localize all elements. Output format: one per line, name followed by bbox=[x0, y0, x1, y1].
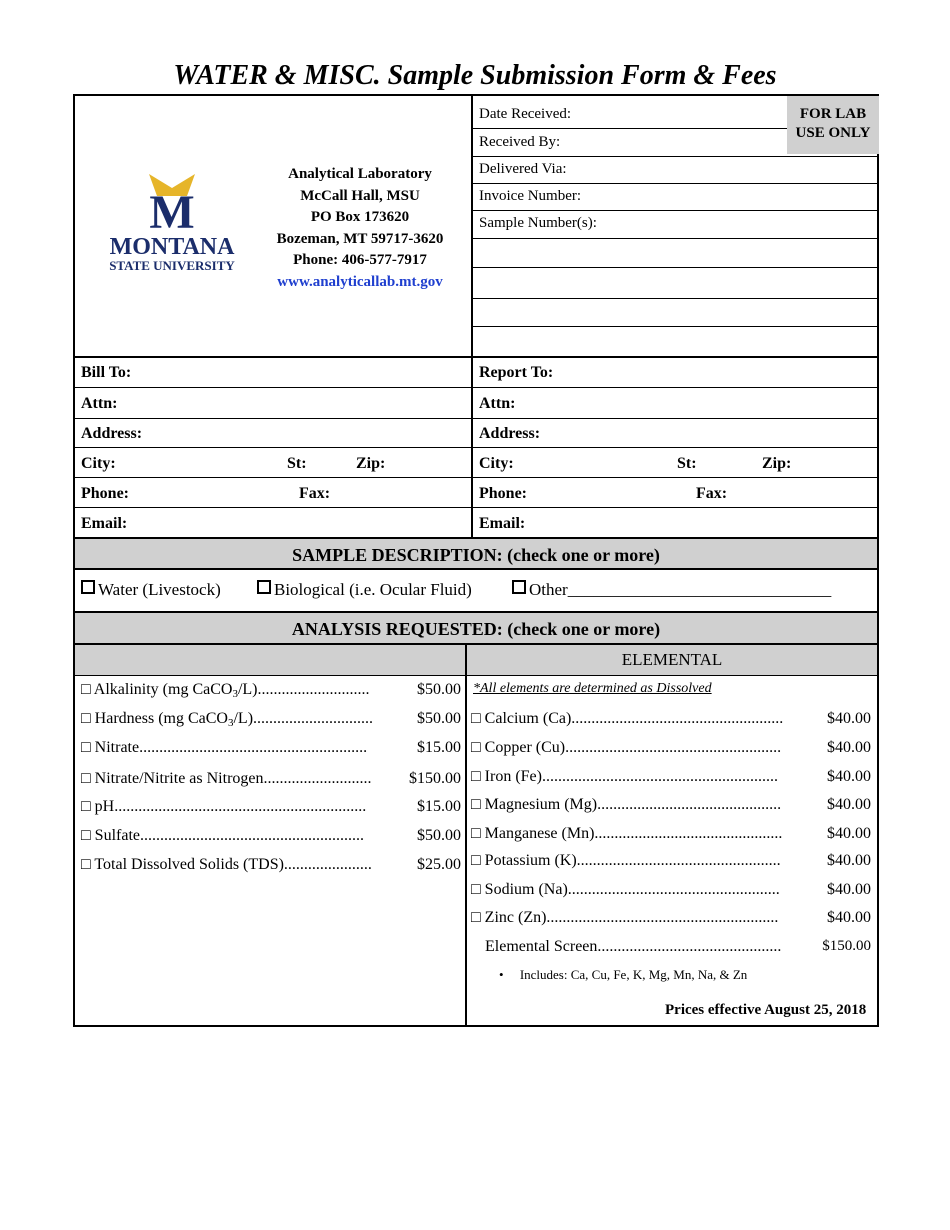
lab-building: McCall Hall, MSU bbox=[300, 187, 420, 204]
bill-to-heading: Bill To: bbox=[81, 364, 132, 381]
sample-option-biological[interactable] bbox=[257, 580, 472, 600]
bill-st-field[interactable]: St: bbox=[287, 455, 307, 472]
logo-m: M bbox=[149, 186, 195, 239]
elemental-analysis-price: $40.00 bbox=[827, 825, 871, 842]
divider bbox=[473, 210, 877, 211]
sample-option-biological-label: Biological (i.e. Ocular Fluid) bbox=[274, 580, 472, 599]
bill-attn-field[interactable]: Attn: bbox=[81, 395, 118, 412]
divider bbox=[473, 326, 877, 327]
left-analysis-item[interactable] bbox=[81, 710, 373, 729]
divider bbox=[75, 387, 877, 388]
item-label: □ Nitrate......................................................... bbox=[81, 739, 368, 756]
analysis-requested-heading: ANALYSIS REQUESTED: (check one or more) bbox=[75, 611, 877, 645]
divider bbox=[75, 356, 877, 358]
analysis-divider bbox=[465, 645, 467, 1025]
divider bbox=[75, 507, 877, 508]
bill-fax-field[interactable]: Fax: bbox=[299, 485, 331, 502]
elemental-analysis-price: $40.00 bbox=[827, 852, 871, 869]
checkbox-icon[interactable] bbox=[512, 580, 526, 594]
elemental-analysis-item[interactable]: □ Manganese (Mn)............................................... bbox=[471, 825, 783, 842]
sample-option-other[interactable] bbox=[512, 580, 831, 600]
item-label: □ pH............................................................... bbox=[81, 798, 367, 815]
lab-phone: Phone: 406-577-7917 bbox=[293, 252, 427, 268]
lab-address-block bbox=[265, 164, 455, 293]
divider bbox=[75, 477, 877, 478]
form-frame bbox=[73, 94, 879, 1027]
report-zip-field[interactable]: Zip: bbox=[762, 455, 792, 472]
item-label: □ Sulfate........................................................ bbox=[81, 827, 364, 844]
report-attn-field[interactable]: Attn: bbox=[479, 395, 516, 412]
elemental-screen-price: $150.00 bbox=[822, 938, 871, 954]
bill-email-field[interactable]: Email: bbox=[81, 515, 128, 532]
report-st-field[interactable]: St: bbox=[677, 455, 697, 472]
lab-name: Analytical Laboratory bbox=[288, 166, 432, 182]
left-analysis-price: $25.00 bbox=[417, 856, 461, 873]
bill-phone-field[interactable]: Phone: bbox=[81, 485, 129, 502]
sample-description-heading: SAMPLE DESCRIPTION: (check one or more) bbox=[75, 537, 877, 570]
msu-logo bbox=[87, 166, 257, 296]
lab-website-link[interactable]: www.analyticallab.mt.gov bbox=[277, 273, 443, 290]
elemental-analysis-price: $40.00 bbox=[827, 710, 871, 727]
delivered-via-field[interactable]: Delivered Via: bbox=[479, 161, 567, 177]
bill-city-field[interactable]: City: bbox=[81, 455, 116, 472]
report-fax-field[interactable]: Fax: bbox=[696, 485, 728, 502]
left-analysis-item[interactable] bbox=[81, 681, 369, 700]
checkbox-icon[interactable] bbox=[81, 580, 95, 594]
checkbox-icon[interactable] bbox=[257, 580, 271, 594]
bill-zip-field[interactable]: Zip: bbox=[356, 455, 386, 472]
elemental-analysis-item[interactable]: □ Calcium (Ca)..................................................... bbox=[471, 710, 784, 727]
elemental-analysis-item[interactable]: □ Copper (Cu)...................................................... bbox=[471, 739, 782, 756]
divider bbox=[473, 298, 877, 299]
left-analysis-item[interactable] bbox=[81, 856, 372, 874]
address-divider bbox=[471, 358, 473, 538]
lab-pobox: PO Box 173620 bbox=[310, 209, 410, 225]
elemental-screen-label[interactable]: Elemental Screen.............................................. bbox=[485, 938, 782, 955]
left-analysis-item[interactable] bbox=[81, 827, 364, 845]
report-phone-field[interactable]: Phone: bbox=[479, 485, 527, 502]
form-title: WATER & MISC. Sample Submission Form & Fees bbox=[173, 60, 777, 91]
divider bbox=[473, 128, 787, 129]
elemental-analysis-price: $40.00 bbox=[827, 768, 871, 785]
lab-city: Bozeman, MT 59717-3620 bbox=[276, 230, 444, 247]
bill-address-field[interactable]: Address: bbox=[81, 425, 143, 442]
item-label: □ Alkalinity (mg CaCO bbox=[81, 681, 233, 698]
logo-line1: MONTANA bbox=[109, 234, 235, 260]
screen-includes-text: Includes: Ca, Cu, Fe, K, Mg, Mn, Na, & Zn bbox=[519, 967, 748, 982]
item-label-suffix: /L).............................. bbox=[233, 710, 374, 727]
item-label: □ Total Dissolved Solids (TDS)...................... bbox=[81, 856, 372, 873]
left-analysis-price: $15.00 bbox=[417, 739, 461, 756]
elemental-analysis-price: $40.00 bbox=[827, 739, 871, 756]
item-label-suffix: /L)............................ bbox=[237, 681, 370, 698]
report-email-field[interactable]: Email: bbox=[479, 515, 526, 532]
elemental-analysis-price: $40.00 bbox=[827, 796, 871, 813]
screen-includes bbox=[499, 967, 747, 983]
sample-option-other-label: Other_______________________________ bbox=[529, 580, 832, 599]
msu-logo-graphic bbox=[87, 166, 257, 296]
elemental-analysis-item[interactable]: □ Potassium (K)................................................... bbox=[471, 852, 781, 869]
left-analysis-price: $150.00 bbox=[409, 770, 461, 787]
received-by-field[interactable]: Received By: bbox=[479, 134, 561, 150]
sample-numbers-field[interactable]: Sample Number(s): bbox=[479, 215, 597, 231]
item-label: □ Hardness (mg CaCO bbox=[81, 710, 228, 727]
left-analysis-price: $50.00 bbox=[417, 710, 461, 727]
divider bbox=[75, 447, 877, 448]
left-analysis-price: $50.00 bbox=[417, 827, 461, 844]
item-subscript: 3 bbox=[227, 717, 234, 729]
elemental-analysis-item[interactable]: □ Iron (Fe)........................................................... bbox=[471, 768, 778, 785]
prices-effective: Prices effective August 25, 2018 bbox=[665, 1002, 867, 1018]
left-analysis-item[interactable] bbox=[81, 798, 366, 816]
item-subscript: 3 bbox=[232, 688, 238, 700]
dissolved-note: *All elements are determined as Dissolved bbox=[473, 681, 712, 696]
date-received-field[interactable]: Date Received: bbox=[479, 106, 572, 122]
divider bbox=[75, 675, 877, 676]
divider bbox=[473, 183, 877, 184]
left-column-header bbox=[75, 645, 465, 675]
invoice-number-field[interactable]: Invoice Number: bbox=[479, 188, 582, 204]
left-analysis-price: $50.00 bbox=[417, 681, 461, 698]
divider bbox=[473, 267, 877, 268]
logo-line2: STATE UNIVERSITY bbox=[109, 258, 235, 273]
bullet-icon: • bbox=[499, 967, 504, 982]
elemental-analysis-price: $40.00 bbox=[827, 881, 871, 898]
left-analysis-price: $15.00 bbox=[417, 798, 461, 815]
elemental-analysis-item[interactable]: □ Sodium (Na)..................................................... bbox=[471, 881, 780, 898]
sample-option-water[interactable] bbox=[81, 580, 221, 600]
report-city-field[interactable]: City: bbox=[479, 455, 514, 472]
report-address-field[interactable]: Address: bbox=[479, 425, 541, 442]
left-analysis-item[interactable] bbox=[81, 739, 367, 757]
divider bbox=[473, 238, 877, 239]
left-analysis-item[interactable] bbox=[81, 770, 372, 788]
elemental-column-header: ELEMENTAL bbox=[467, 645, 877, 675]
divider bbox=[75, 418, 877, 419]
report-to-heading: Report To: bbox=[479, 364, 554, 381]
elemental-analysis-price: $40.00 bbox=[827, 909, 871, 926]
sample-option-water-label: Water (Livestock) bbox=[98, 580, 221, 599]
elemental-analysis-item[interactable]: □ Zinc (Zn).......................................................... bbox=[471, 909, 779, 926]
elemental-analysis-item[interactable]: □ Magnesium (Mg).............................................. bbox=[471, 796, 782, 813]
item-label: □ Nitrate/Nitrite as Nitrogen........................... bbox=[81, 770, 372, 787]
divider bbox=[473, 156, 877, 157]
lab-use-only-label: FOR LAB USE ONLY bbox=[787, 96, 879, 154]
